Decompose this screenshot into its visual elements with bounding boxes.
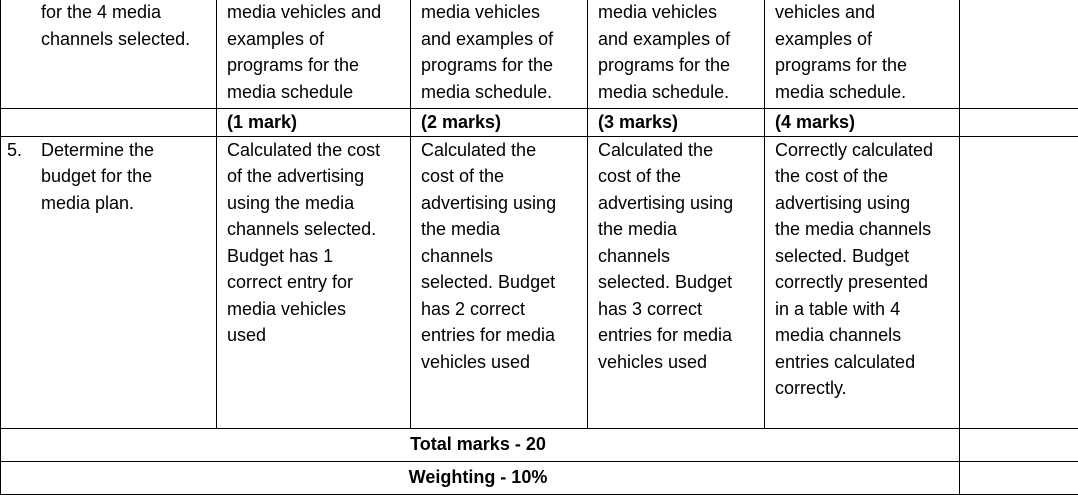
level-text: media schedule. (598, 81, 730, 102)
mark-cell (217, 109, 411, 137)
level-text: programs for the (227, 55, 360, 75)
score-cell (960, 461, 1078, 494)
level-3-cell (588, 136, 765, 428)
level-text: advertising using (598, 192, 734, 213)
criterion-line: budget for the (41, 166, 153, 186)
level-text: entries for media (598, 325, 733, 345)
criterion-cell (1, 136, 217, 428)
mark-cell (588, 109, 765, 137)
level-text: media schedule. (421, 81, 553, 102)
weighting-row (1, 461, 1078, 494)
level-2-cell (411, 136, 588, 428)
level-1-cell (217, 0, 411, 109)
level-text: in a table with 4 (775, 298, 901, 319)
level-text: and examples of (598, 28, 731, 49)
table-row (1, 136, 1078, 428)
mark-label: (3 marks) (598, 112, 679, 132)
level-2-cell (411, 0, 588, 109)
marks-row (1, 109, 1078, 137)
criterion-line: channels selected. (41, 28, 191, 49)
level-text: advertising using (421, 192, 557, 213)
level-text: entries for media (421, 325, 556, 345)
table-row (1, 0, 1078, 109)
level-text: advertising using (775, 192, 911, 213)
level-text: of the advertising (227, 166, 365, 186)
level-text: media vehicles (227, 298, 347, 319)
level-text: correctly presented (775, 272, 929, 292)
criterion-number: 5. (7, 139, 23, 160)
level-text: using the media (227, 192, 355, 213)
level-text: the media channels (775, 219, 932, 239)
level-text: channels (598, 245, 671, 266)
level-text: the cost of the (775, 166, 889, 186)
score-cell (960, 0, 1078, 109)
level-text: media channels (775, 325, 902, 345)
level-text: media schedule. (775, 81, 907, 102)
level-text: Calculated the (598, 139, 714, 160)
criterion-line: Determine the (41, 139, 155, 160)
level-text: has 3 correct (598, 298, 703, 319)
level-text: channels (421, 245, 494, 266)
weighting-label: Weighting - 10% (408, 467, 548, 488)
level-text: programs for the (598, 55, 731, 75)
criterion-cell-empty (1, 109, 217, 137)
score-cell (960, 109, 1078, 137)
level-text: media vehicles (421, 2, 541, 22)
level-text: vehicles and (775, 2, 876, 22)
level-text: examples of (775, 28, 873, 49)
level-text: has 2 correct (421, 298, 526, 319)
criterion-line: for the 4 media (41, 2, 162, 22)
level-text: Calculated the (421, 139, 537, 160)
level-text: correctly. (775, 378, 847, 398)
level-text: the media (421, 219, 501, 239)
total-marks-cell (1, 428, 960, 461)
level-text: media schedule (227, 81, 354, 102)
total-marks-label: Total marks - 20 (410, 434, 546, 455)
level-text: cost of the (421, 166, 505, 186)
level-text: used (227, 325, 267, 345)
mark-cell (411, 109, 588, 137)
level-text: vehicles used (421, 351, 531, 372)
level-text: the media (598, 219, 678, 239)
level-text: correct entry for (227, 272, 354, 292)
level-text: Calculated the cost (227, 139, 381, 160)
level-3-cell (588, 0, 765, 109)
mark-cell (765, 109, 960, 137)
level-text: programs for the (775, 55, 908, 75)
criterion-cell (1, 0, 217, 109)
level-text: selected. Budget (598, 272, 733, 292)
level-text: examples of (227, 28, 325, 49)
level-text: Correctly calculated (775, 139, 934, 160)
level-text: channels selected. (227, 219, 377, 239)
level-text: media vehicles and (227, 2, 382, 22)
mark-label: (2 marks) (421, 112, 502, 132)
level-text: entries calculated (775, 351, 916, 372)
total-marks-row (1, 428, 1078, 461)
criterion-line: media plan. (41, 192, 135, 213)
level-text: vehicles used (598, 351, 708, 372)
weighting-cell (1, 461, 960, 494)
level-text: cost of the (598, 166, 682, 186)
level-text: and examples of (421, 28, 554, 49)
level-text: selected. Budget (421, 272, 556, 292)
level-4-cell (765, 136, 960, 428)
level-text: Budget has 1 (227, 245, 334, 266)
level-1-cell (217, 136, 411, 428)
level-text: media vehicles (598, 2, 718, 22)
level-text: programs for the (421, 55, 554, 75)
level-text: selected. Budget (775, 245, 910, 266)
mark-label: (1 mark) (227, 112, 298, 132)
level-4-cell (765, 0, 960, 109)
score-cell (960, 428, 1078, 461)
score-cell (960, 136, 1078, 428)
mark-label: (4 marks) (775, 112, 856, 132)
